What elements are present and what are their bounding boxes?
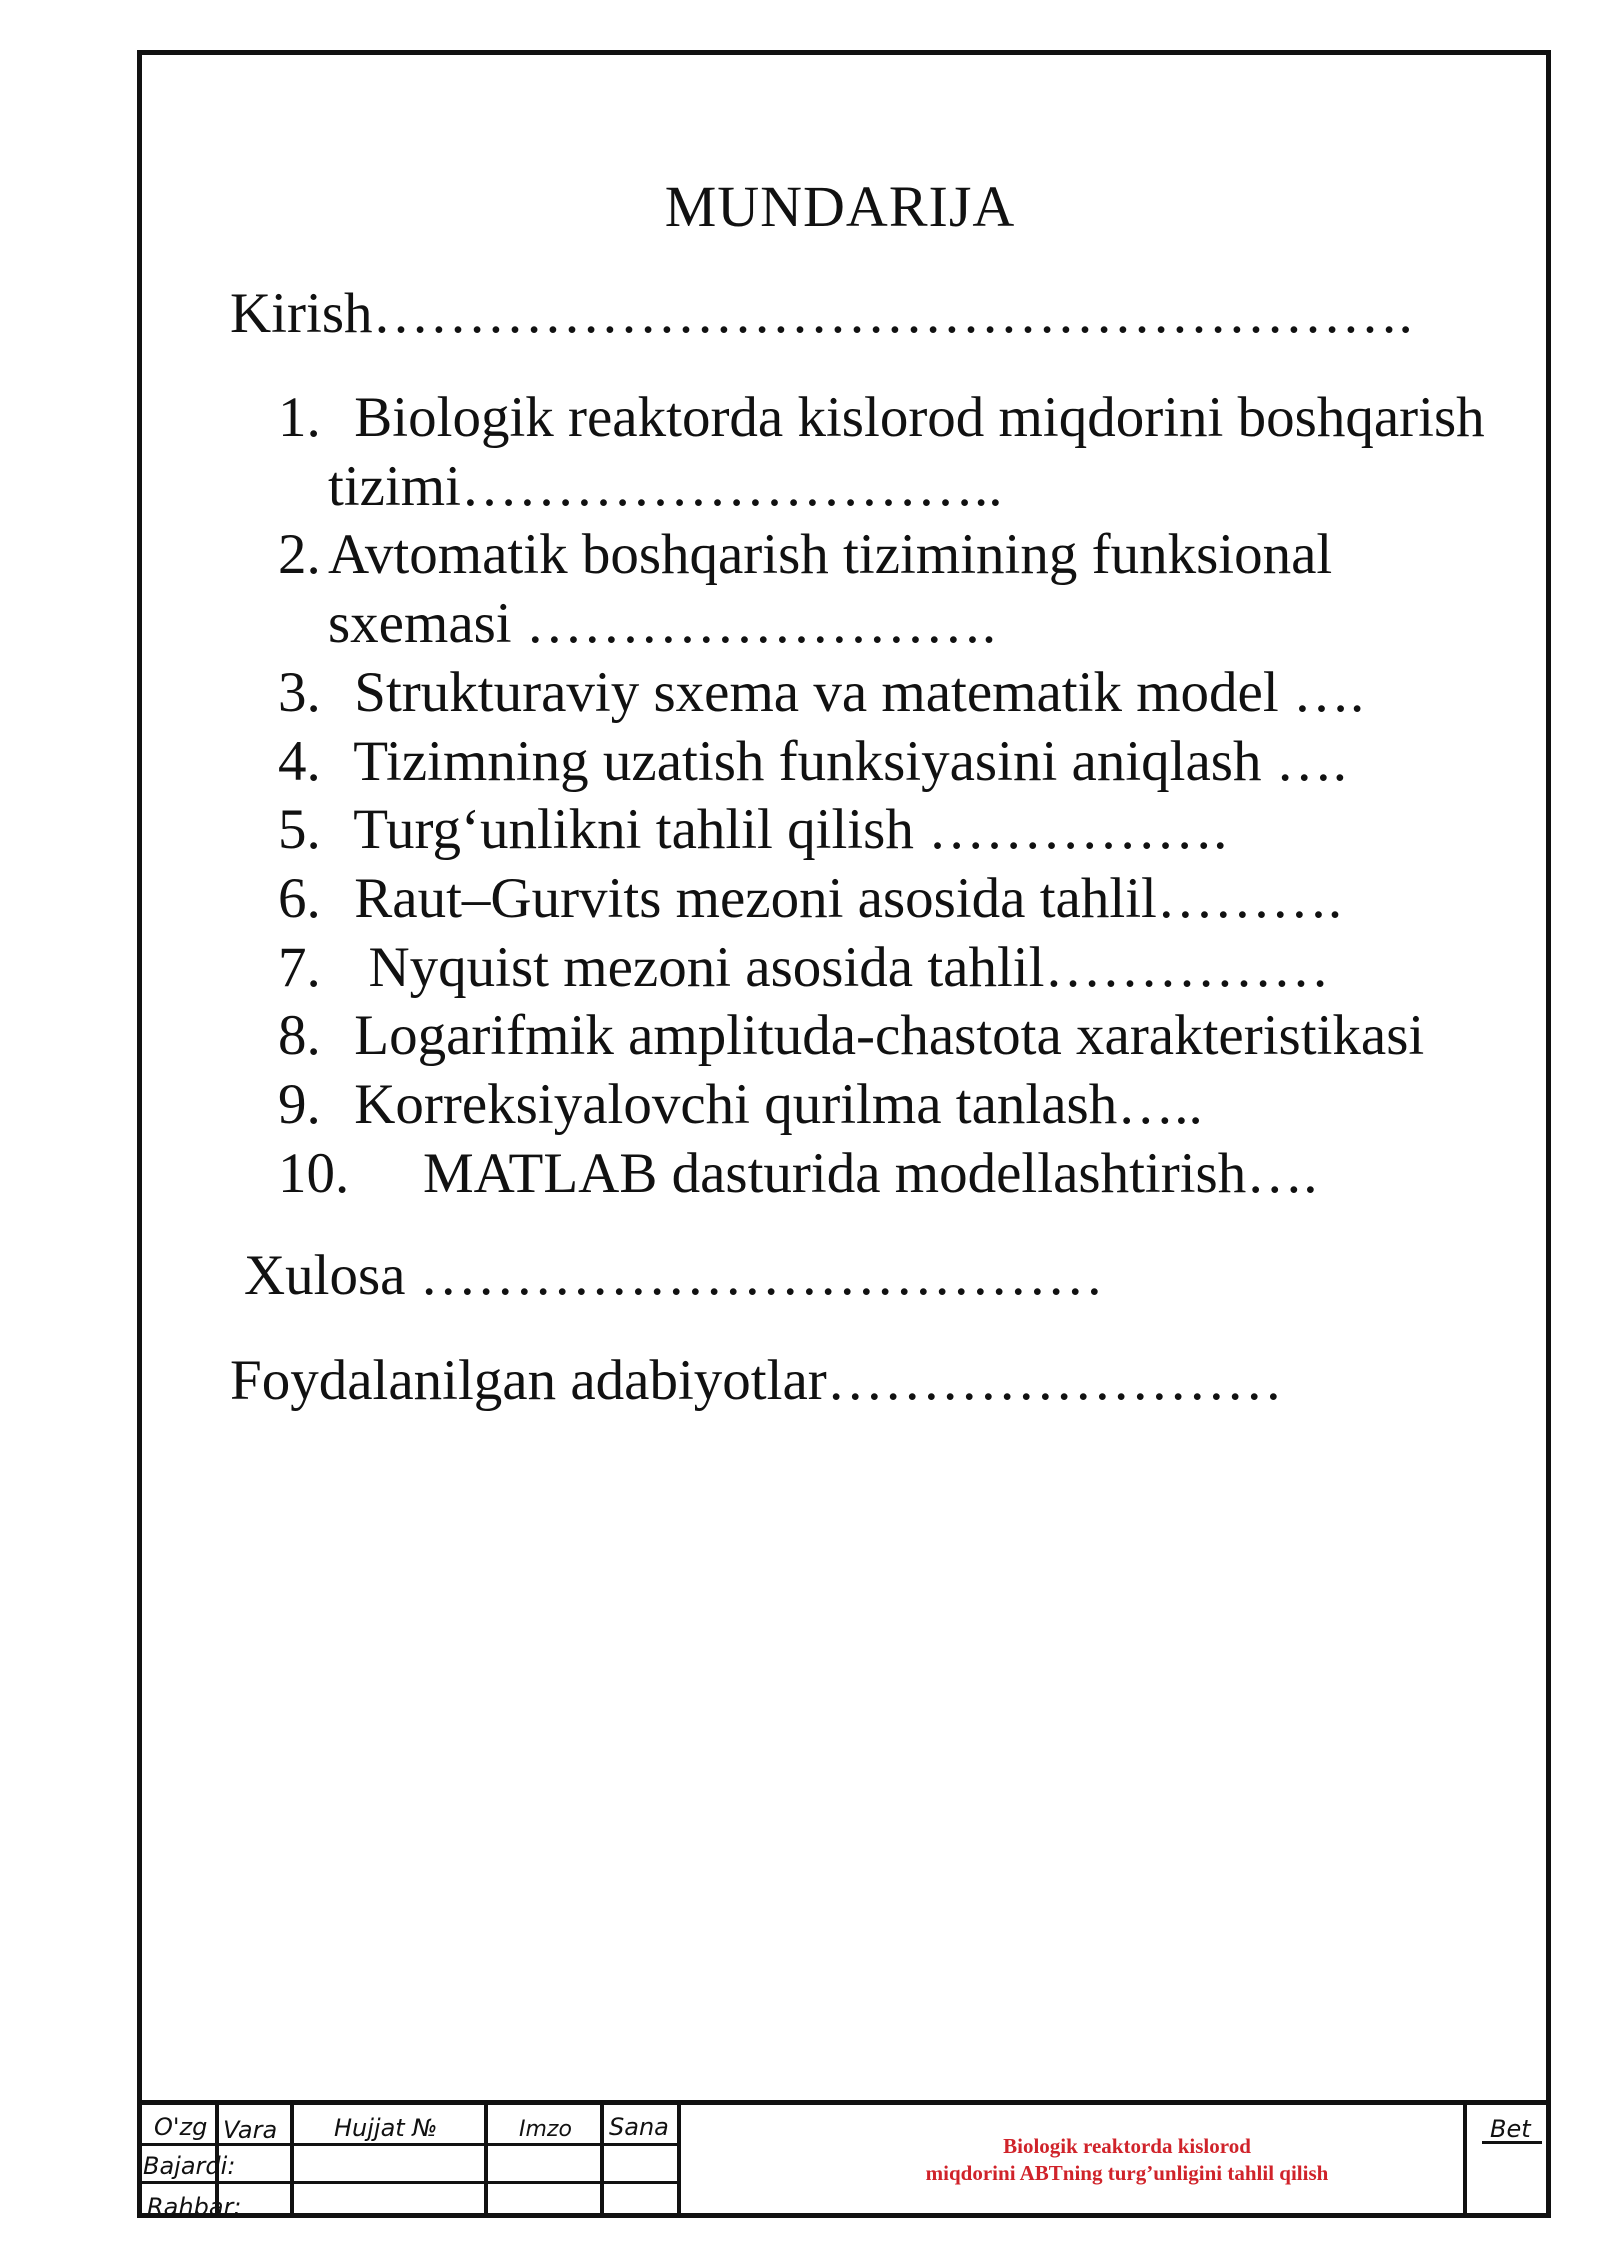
bet-underline [1482,2141,1542,2144]
toc-item-text: sxemasi ……………………. [328,592,997,656]
stamp-row-line [137,2143,677,2146]
toc-item-9 [278,1071,1485,1140]
toc-item-text: Strukturaviy sxema va matematik model …. [340,660,1365,724]
toc-item-3 [278,659,1485,728]
toc-item-4 [278,728,1485,797]
stamp-label-vara: Vara [223,2116,278,2144]
toc-item-text: Nyquist mezoni asosida tahlil…………… [340,935,1330,999]
stamp-row-line [137,2181,677,2184]
stamp-label-ozg: O'zg [154,2113,208,2141]
toc-item-number: 9. [278,1073,321,1137]
toc-item-6 [278,865,1485,934]
toc-item-text: Tizimning uzatish funksiyasini aniqlash …. [340,729,1347,793]
stamp-label-imzo: Imzo [519,2117,572,2142]
toc-item-text: MATLAB dasturida modellashtirish…. [423,1141,1318,1205]
toc-item-8 [278,1002,1485,1071]
toc-list [278,384,1485,1208]
toc-item-text: Turg‘unlikni tahlil qilish ……………. [340,798,1228,862]
toc-item-text: Logarifmik amplituda-chastota xarakteristikasi [340,1004,1425,1068]
toc-item-number: 8. [278,1004,321,1068]
document-title-line: Biologik reaktorda kislorod [1003,2134,1251,2158]
stamp-divider [600,2105,604,2218]
toc-item-number: 10. [278,1141,350,1205]
title-block [137,2100,1551,2221]
stamp-label-sana: Sana [609,2113,669,2141]
document-title-line: miqdorini ABTning turg’unligini tahlil qilish [925,2161,1329,2185]
toc-item-text: Biologik reaktorda kislorod miqdorini boshqarish [340,386,1485,449]
toc-intro: Kirish………………………………………………. [230,282,1413,345]
toc-item-7 [278,934,1485,1003]
toc-item-2-continuation [278,590,1485,659]
toc-item-text: Avtomatik boshqarish tizimining funksional [328,523,1333,587]
toc-item-1-continuation [278,453,1485,522]
toc-conclusion: Xulosa ……………………………… [244,1244,1104,1307]
toc-item-text: Korreksiyalovchi qurilma tanlash….. [340,1073,1203,1137]
stamp-label-bajardi: Bajardi: [143,2152,236,2180]
stamp-divider [290,2105,294,2218]
toc-item-5 [278,796,1485,865]
toc-item-number: 1. [278,386,321,449]
stamp-label-bet: Bet [1490,2115,1531,2143]
toc-item-1 [278,384,1485,453]
toc-item-2 [278,521,1485,590]
stamp-label-rahbar: Rahbar: [147,2193,242,2221]
document-title [677,2133,1577,2187]
toc-item-number: 5. [278,798,321,862]
toc-item-text: Raut–Gurvits mezoni asosida tahlil………. [340,866,1343,930]
toc-item-number: 6. [278,866,321,930]
stamp-divider [484,2105,488,2218]
toc-references: Foydalanilgan adabiyotlar…………………… [230,1349,1283,1412]
page-title: MUNDARIJA [664,174,1016,239]
toc-item-number: 7. [278,935,321,999]
stamp-label-hujjat: Hujjat № [334,2114,438,2142]
toc-item-number: 3. [278,660,321,724]
toc-item-number: 2. [278,523,321,587]
toc-item-text: tizimi……………………….. [328,454,1003,518]
toc-item-number: 4. [278,729,321,793]
toc-item-10 [278,1140,1485,1209]
